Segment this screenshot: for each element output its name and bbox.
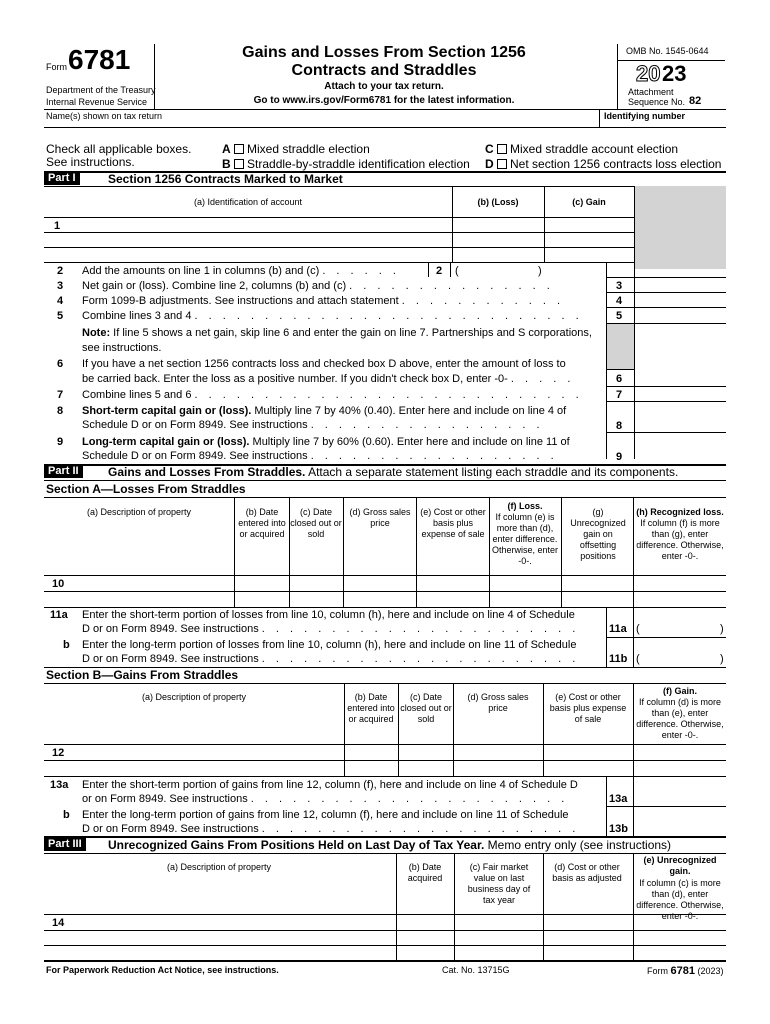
line9-text: Long-term capital gain or (loss). Multiply line 7 by 60% (0.60). Enter here and include on line 11 of	[82, 436, 570, 448]
part3-title: Unrecognized Gains From Positions Held on Last Day of Tax Year. Memo entry only (see instructions)	[108, 838, 672, 852]
year-bold: 23	[662, 61, 687, 86]
line12-description-input[interactable]	[46, 745, 342, 775]
sequence-label: Sequence No.	[628, 97, 686, 107]
line8-text-cont: Schedule D or on Form 8949. See instructions . . . . . . . . . . . . . . . . .	[82, 419, 544, 431]
line13a-box: 13a	[609, 793, 628, 805]
line2-loss-input[interactable]	[462, 263, 536, 276]
line1-number: 1	[54, 220, 61, 232]
line9-text-cont: Schedule D or on Form 8949. See instructions . . . . . . . . . . . . . . . . . .	[82, 450, 558, 462]
secb-col-d-header: (d) Gross sales price	[467, 692, 529, 713]
part3-col-c-header: (c) Fair market value on last business day of tax year	[467, 862, 531, 905]
line7-number: 7	[57, 389, 64, 401]
part3-col-e-heading: (e) Unrecognized gain.	[643, 855, 717, 876]
line2-text: Add the amounts on line 1 in columns (b) and (c) . . . . . .	[82, 265, 400, 277]
footer-paperwork-notice: For Paperwork Reduction Act Notice, see instructions.	[46, 965, 279, 975]
secb-col-a-header: (a) Description of property	[141, 692, 247, 702]
line5-text: Combine lines 3 and 4 . . . . . . . . . . . . . . . . . . . . . . . . . . . .	[82, 310, 583, 322]
line4-input[interactable]	[636, 293, 724, 306]
line2-gain-input[interactable]	[546, 263, 632, 276]
line2-number: 2	[57, 265, 64, 277]
footer-form-id: Form 6781 (2023)	[647, 965, 724, 977]
line14-description-input[interactable]	[46, 915, 394, 959]
part1-col-c-header: (c) Gain	[572, 197, 606, 207]
line13b-text-cont: D or on Form 8949. See instructions . . . . . . . . . . . . . . . . . . . . . . .	[82, 823, 580, 835]
form-title-line2: Contracts and Straddles	[291, 62, 477, 79]
election-b: B Straddle-by-straddle identification election	[222, 157, 470, 171]
part2-tag: Part II	[44, 465, 83, 478]
name-label: Name(s) shown on tax return	[46, 111, 163, 121]
line4-text: Form 1099-B adjustments. See instructions and attach statement . . . . . . . . . . . .	[82, 295, 565, 307]
line6-number: 6	[57, 358, 64, 370]
line4-number: 4	[57, 295, 64, 307]
line3-text: Net gain or (loss). Combine line 2, columns (b) and (c) . . . . . . . . . . . . . . .	[82, 280, 554, 292]
line13a-text: Enter the short-term portion of gains from line 12, column (f), here and include on line 4 of Schedule D	[82, 779, 578, 791]
line11b-text-cont: D or on Form 8949. See instructions . . . . . . . . . . . . . . . . . . . . . . .	[82, 653, 580, 665]
line11b-text: Enter the long-term portion of losses from line 10, column (h), here and include on line 11 of Schedule	[82, 639, 577, 651]
line9-input[interactable]	[636, 447, 724, 459]
election-b-checkbox[interactable]	[234, 159, 244, 169]
line6-box: 6	[616, 373, 623, 385]
attachment-label: Attachment	[628, 87, 674, 97]
line9-box: 9	[616, 451, 623, 463]
election-a-checkbox[interactable]	[234, 144, 244, 154]
secb-col-e-header: (e) Cost or other basis plus expense of sale	[549, 692, 627, 724]
line11b-open: (	[636, 653, 640, 665]
seca-col-f-header: If column (e) is more than (d), enter difference. Otherwise, enter -0-.	[491, 512, 559, 566]
secb-col-f-header: If column (d) is more than (e), enter difference. Otherwise, enter -0-.	[636, 697, 724, 740]
part3-col-b-header: (b) Date acquired	[407, 862, 443, 883]
line5-note: Note: If line 5 shows a net gain, skip line 6 and enter the gain on line 7. Partnerships and S corporations,	[82, 327, 592, 339]
line2-close: )	[538, 265, 542, 277]
election-c-checkbox[interactable]	[497, 144, 507, 154]
section-b-title: Section B—Gains From Straddles	[46, 668, 239, 682]
seca-col-f-heading: (f) Loss.	[507, 501, 543, 511]
part2-title: Gains and Losses From Straddles. Attach a separate statement listing each straddle and its components.	[108, 465, 679, 479]
line5-number: 5	[57, 310, 64, 322]
elections-intro: Check all applicable boxes.	[46, 142, 192, 156]
line11a-text: Enter the short-term portion of losses from line 10, column (h), here and include on line 4 of Schedule	[82, 609, 575, 621]
seca-col-a-header: (a) Description of property	[86, 507, 192, 517]
line11b-close: )	[720, 653, 724, 665]
line4-box: 4	[616, 295, 623, 307]
line11b-number: b	[63, 639, 70, 651]
line12-gain-input[interactable]	[635, 745, 724, 775]
part3-col-e-header: If column (c) is more than (d), enter difference. Otherwise, enter -0-.	[636, 878, 724, 921]
part3-tag: Part III	[44, 838, 86, 851]
line5-input[interactable]	[636, 308, 724, 321]
line13a-input[interactable]	[636, 791, 724, 805]
line11a-number: 11a	[50, 609, 68, 621]
seca-col-c-header: (c) Date closed out or sold	[290, 507, 342, 539]
goto-instruction: Go to www.irs.gov/Form6781 for the latest information.	[253, 95, 515, 106]
seca-col-h-header: If column (f) is more than (g), enter difference. Otherwise, enter -0-.	[636, 518, 724, 561]
secb-col-f-heading: (f) Gain.	[663, 686, 697, 696]
line11b-input[interactable]	[643, 652, 717, 665]
election-d: D Net section 1256 contracts loss election	[485, 157, 722, 171]
election-a: A Mixed straddle election	[222, 142, 370, 156]
line11a-close: )	[720, 623, 724, 635]
line6-input[interactable]	[636, 371, 724, 384]
secb-col-c-header: (c) Date closed out or sold	[400, 692, 452, 724]
identifying-number-label: Identifying number	[604, 111, 685, 121]
line5-note-cont: see instructions.	[82, 342, 162, 354]
year-outline: 20	[636, 61, 661, 86]
irs-label: Internal Revenue Service	[46, 97, 148, 107]
line10-description-input[interactable]	[46, 576, 232, 606]
line1-gain-input[interactable]	[546, 218, 632, 261]
line11a-text-cont: D or on Form 8949. See instructions . . . . . . . . . . . . . . . . . . . . . . .	[82, 623, 580, 635]
line8-text: Short-term capital gain or (loss). Multiply line 7 by 40% (0.40). Enter here and include on line 4 of	[82, 405, 567, 417]
line7-input[interactable]	[636, 387, 724, 400]
line13b-box: 13b	[609, 823, 628, 835]
line11b-box: 11b	[609, 653, 628, 665]
attach-instruction: Attach to your tax return.	[324, 81, 444, 92]
line2-open: (	[455, 265, 459, 277]
line3-number: 3	[57, 280, 64, 292]
line13b-number: b	[63, 809, 70, 821]
part1-title: Section 1256 Contracts Marked to Market	[108, 172, 343, 186]
seca-col-g-header: (g) Unrecognized gain on offsetting positions	[570, 507, 626, 561]
form-title-line1: Gains and Losses From Section 1256	[242, 44, 526, 61]
seca-col-d-header: (d) Gross sales price	[349, 507, 411, 528]
footer-cat-number: Cat. No. 13715G	[442, 965, 510, 975]
line13a-text-cont: or on Form 8949. See instructions . . . . . . . . . . . . . . . . . . . . . . .	[82, 793, 569, 805]
seca-col-e-header: (e) Cost or other basis plus expense of sale	[420, 507, 486, 539]
line13b-text: Enter the long-term portion of gains from line 12, column (f), here and include on line 11 of Schedule	[82, 809, 569, 821]
line14-unrecognized-gain-input[interactable]	[635, 915, 724, 959]
seca-col-b-header: (b) Date entered into or acquired	[238, 507, 286, 539]
line14-number: 14	[52, 917, 65, 929]
line3-box: 3	[616, 280, 623, 292]
part1-tag: Part I	[44, 172, 80, 185]
seca-col-h-heading: (h) Recognized loss.	[636, 507, 724, 517]
section-a-title: Section A—Losses From Straddles	[46, 482, 246, 496]
elections-see-instructions: See instructions.	[46, 155, 135, 169]
part1-col-a-header: (a) Identification of account	[193, 197, 303, 207]
line7-text: Combine lines 5 and 6 . . . . . . . . . . . . . . . . . . . . . . . . . . . .	[82, 389, 583, 401]
line11a-box: 11a	[609, 623, 627, 635]
line8-number: 8	[57, 405, 64, 417]
line6-text: If you have a net section 1256 contracts loss and checked box D above, enter the amount of loss to	[82, 358, 566, 370]
line13a-number: 13a	[50, 779, 69, 791]
sequence-number: 82	[689, 95, 702, 107]
part1-col-b-header: (b) (Loss)	[477, 197, 519, 207]
line13b-input[interactable]	[636, 821, 724, 835]
form-label: Form	[46, 62, 67, 72]
line3-input[interactable]	[636, 278, 724, 291]
line8-box: 8	[616, 420, 623, 432]
election-c: C Mixed straddle account election	[485, 142, 679, 156]
omb-number: OMB No. 1545-0644	[626, 46, 709, 56]
line8-input[interactable]	[636, 417, 724, 431]
secb-col-b-header: (b) Date entered into or acquired	[347, 692, 395, 724]
part3-col-a-header: (a) Description of property	[166, 862, 272, 872]
line10-recognized-loss-input[interactable]	[635, 576, 724, 606]
line2-box: 2	[436, 265, 443, 277]
line7-box: 7	[616, 389, 623, 401]
line11a-open: (	[636, 623, 640, 635]
line12-number: 12	[52, 747, 65, 759]
form-number: 6781	[68, 44, 131, 75]
line1-loss-input[interactable]	[454, 218, 542, 261]
line10-number: 10	[52, 578, 65, 590]
line11a-input[interactable]	[643, 622, 717, 635]
line5-box: 5	[616, 310, 623, 322]
line9-number: 9	[57, 436, 64, 448]
dept-treasury: Department of the Treasury	[46, 85, 156, 95]
election-d-checkbox[interactable]	[497, 159, 507, 169]
part3-col-d-header: (d) Cost or other basis as adjusted	[552, 862, 622, 883]
line6-text-cont: be carried back. Enter the loss as a positive number. If you didn't check box D, enter -0- . . . . .	[82, 373, 575, 385]
line1-account-input[interactable]	[46, 218, 450, 261]
